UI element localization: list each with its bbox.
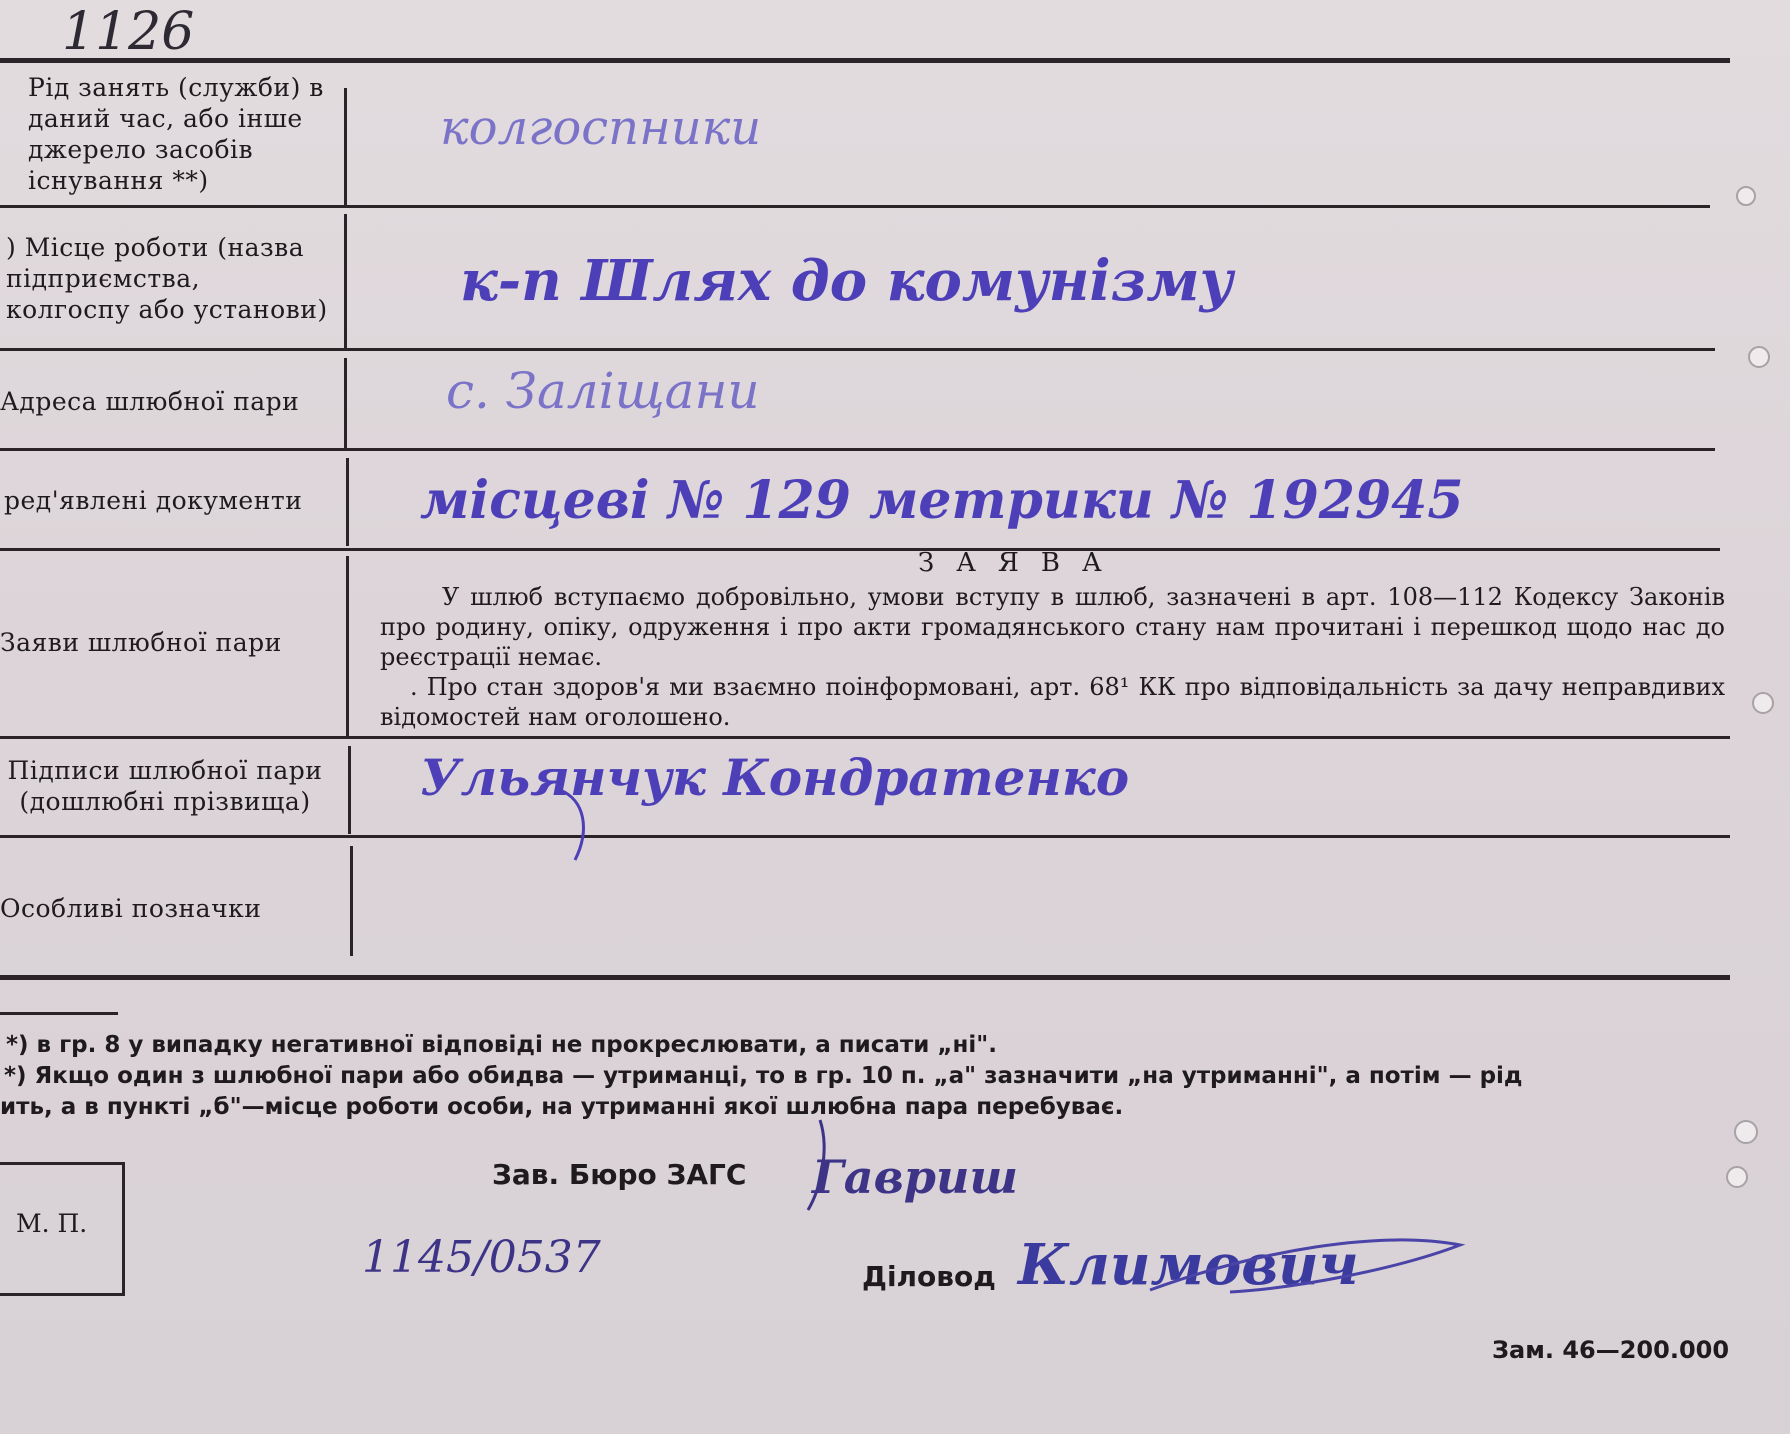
documents-value: місцеві № 129 метрики № 192945	[420, 470, 1464, 531]
clerk-label: Діловод	[862, 1260, 996, 1293]
head-signature: Гавриш	[812, 1150, 1019, 1204]
workplace-value: к-п Шлях до комунізму	[460, 248, 1234, 314]
special-marks-label: Особливі позначки	[0, 894, 262, 923]
footnote-2: *) Якщо один з шлюбної пари або обидва — утриманці, то в гр. 10 п. „а" зазначити „на утриманні", а потім — рід	[4, 1063, 1523, 1089]
footnote-3: ить, а в пункті „б"—місце роботи особи, на утриманні якої шлюбна пара перебуває.	[0, 1094, 1124, 1120]
statement-paragraph-1: У шлюб вступаємо добровільно, умови вступу в шлюб, зазначені в арт. 108—112 Кодексу Законів про родину, опіку, одруження і про акти громадянського стану нам прочитані і перешкод щодо нас до реєстрації немає.	[380, 583, 1725, 671]
address-label: Адреса шлюбної пари	[0, 387, 300, 416]
head-of-bureau-label: Зав. Бюро ЗАГС	[492, 1158, 747, 1191]
address-value: с. Заліщани	[446, 362, 760, 420]
signature-underline	[560, 790, 583, 860]
couple-signatures-label: Підписи шлюбної пари (дошлюбні прізвища)	[7, 756, 323, 816]
signature-flourish	[1150, 1240, 1460, 1292]
stamp-place-label: М. П.	[16, 1209, 88, 1238]
clerk-signature: Климович	[1018, 1232, 1359, 1298]
statement-title: ЗАЯВА	[918, 548, 1124, 578]
statement-paragraph-2: . Про стан здоров'я ми взаємно поінформовані, арт. 68¹ КК про відповідальність за дачу неправдивих відомостей нам оголошено.	[380, 673, 1725, 731]
documents-label: ред'явлені документи	[4, 486, 303, 515]
handwritten-number: 1145/0537	[362, 1232, 601, 1283]
punch-hole	[1726, 1166, 1748, 1188]
occupation-value: колгоспники	[440, 100, 762, 156]
punch-hole	[1736, 186, 1756, 206]
punch-hole	[1748, 346, 1770, 368]
print-order-number: Зам. 46—200.000	[1492, 1336, 1730, 1364]
archive-mark: 1126	[62, 2, 195, 62]
couple-statements-label: Заяви шлюбної пари	[0, 628, 282, 657]
couple-signatures-value: Ульянчук Кондратенко	[420, 748, 1130, 807]
punch-hole	[1734, 1120, 1758, 1144]
workplace-label: ) Місце роботи (назва підприємства, колгоспу або установи)	[6, 233, 328, 324]
occupation-label: Рід занять (служби) в даний час, або інше джерело засобів існування **)	[28, 73, 324, 195]
footnote-1: *) в гр. 8 у випадку негативної відповіді не прокреслювати, а писати „ні".	[6, 1032, 998, 1058]
punch-hole	[1752, 692, 1774, 714]
head-signature-stroke	[808, 1120, 824, 1210]
